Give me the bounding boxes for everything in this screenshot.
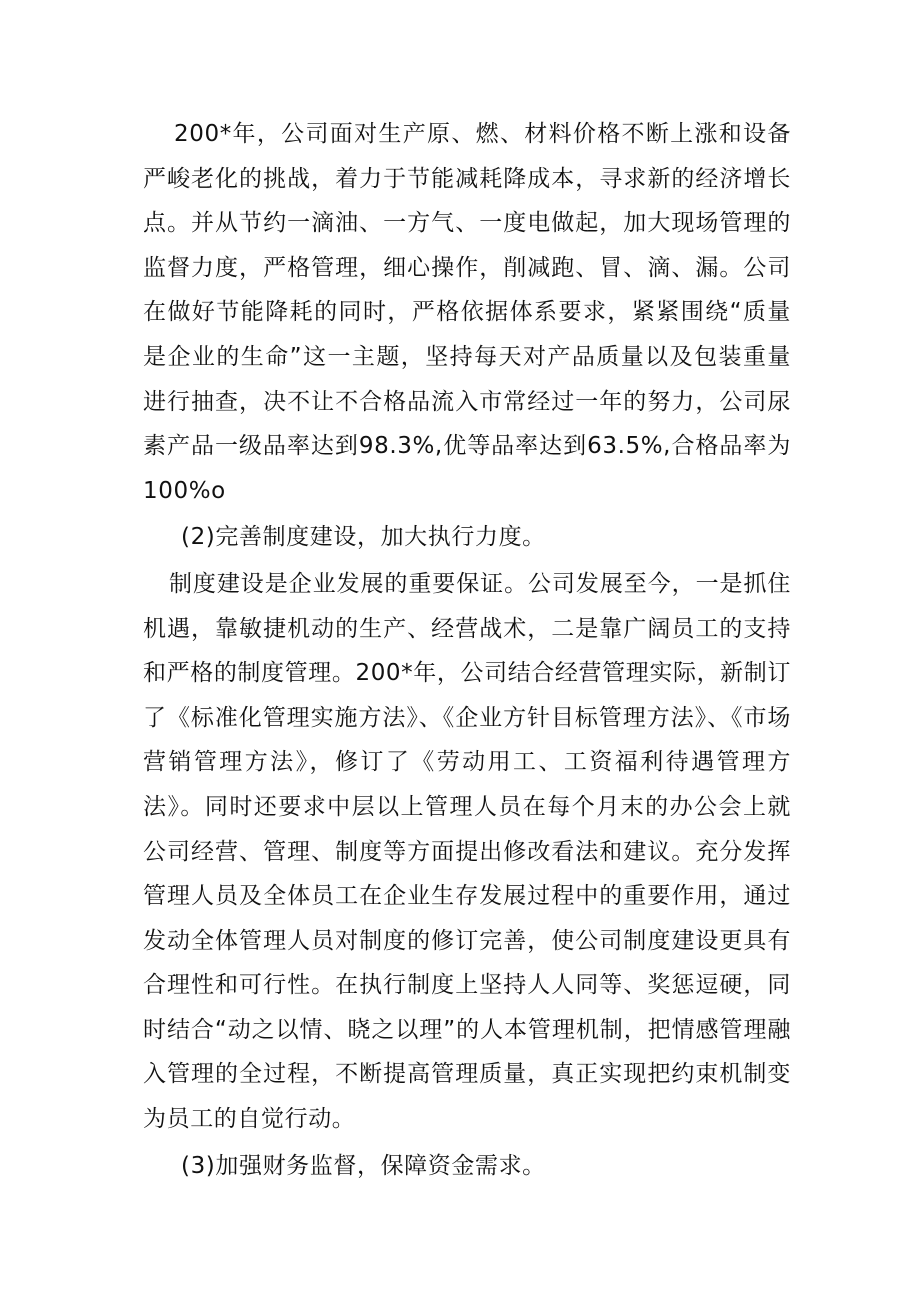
document-body [143, 112, 791, 1188]
section-heading-3: (3)加强财务监督，保障资金需求。 [181, 1152, 546, 1179]
paragraph-quality-and-energy: 200*年，公司面对生产原、燃、材料价格不断上涨和设备严峻老化的挑战，着力于节能减耗降成本，寻求新的经济增长点。并从节约一滴油、一方气、一度电做起，加大现场管理的监督力度，严格管理，细心操作，削减跑、冒、滴、漏。公司在做好节能降耗的同时，严格依据体系要求，紧紧围绕“质量是企业的生命”这一主题，坚持每天对产品质量以及包装重量进行抽查，决不让不合格品流入市常经过一年的努力，公司尿素产品一级品率达到98.3%,优等品率达到63.5%,合格品率为100%o [143, 121, 791, 504]
paragraph-system-construction: 制度建设是企业发展的重要保证。公司发展至今，一是抓住机遇，靠敏捷机动的生产、经营战术，二是靠广阔员工的支持和严格的制度管理。200*年，公司结合经营管理实际，新制订了《标准化管理实施方法》、《企业方针目标管理方法》、《市场营销管理方法》，修订了《劳动用工、工资福利待遇管理方法》。同时还要求中层以上管理人员在每个月末的办公会上就公司经营、管理、制度等方面提出修改看法和建议。充分发挥管理人员及全体员工在企业生存发展过程中的重要作用，通过发动全体管理人员对制度的修订完善，使公司制度建设更具有合理性和可行性。在执行制度上坚持人人同等、奖惩逗硬，同时结合“动之以情、晓之以理”的人本管理机制，把情感管理融入管理的全过程，不断提高管理质量，真正实现把约束机制变为员工的自觉行动。 [143, 570, 791, 1133]
section-heading-2: (2)完善制度建设，加大执行力度。 [181, 524, 546, 551]
